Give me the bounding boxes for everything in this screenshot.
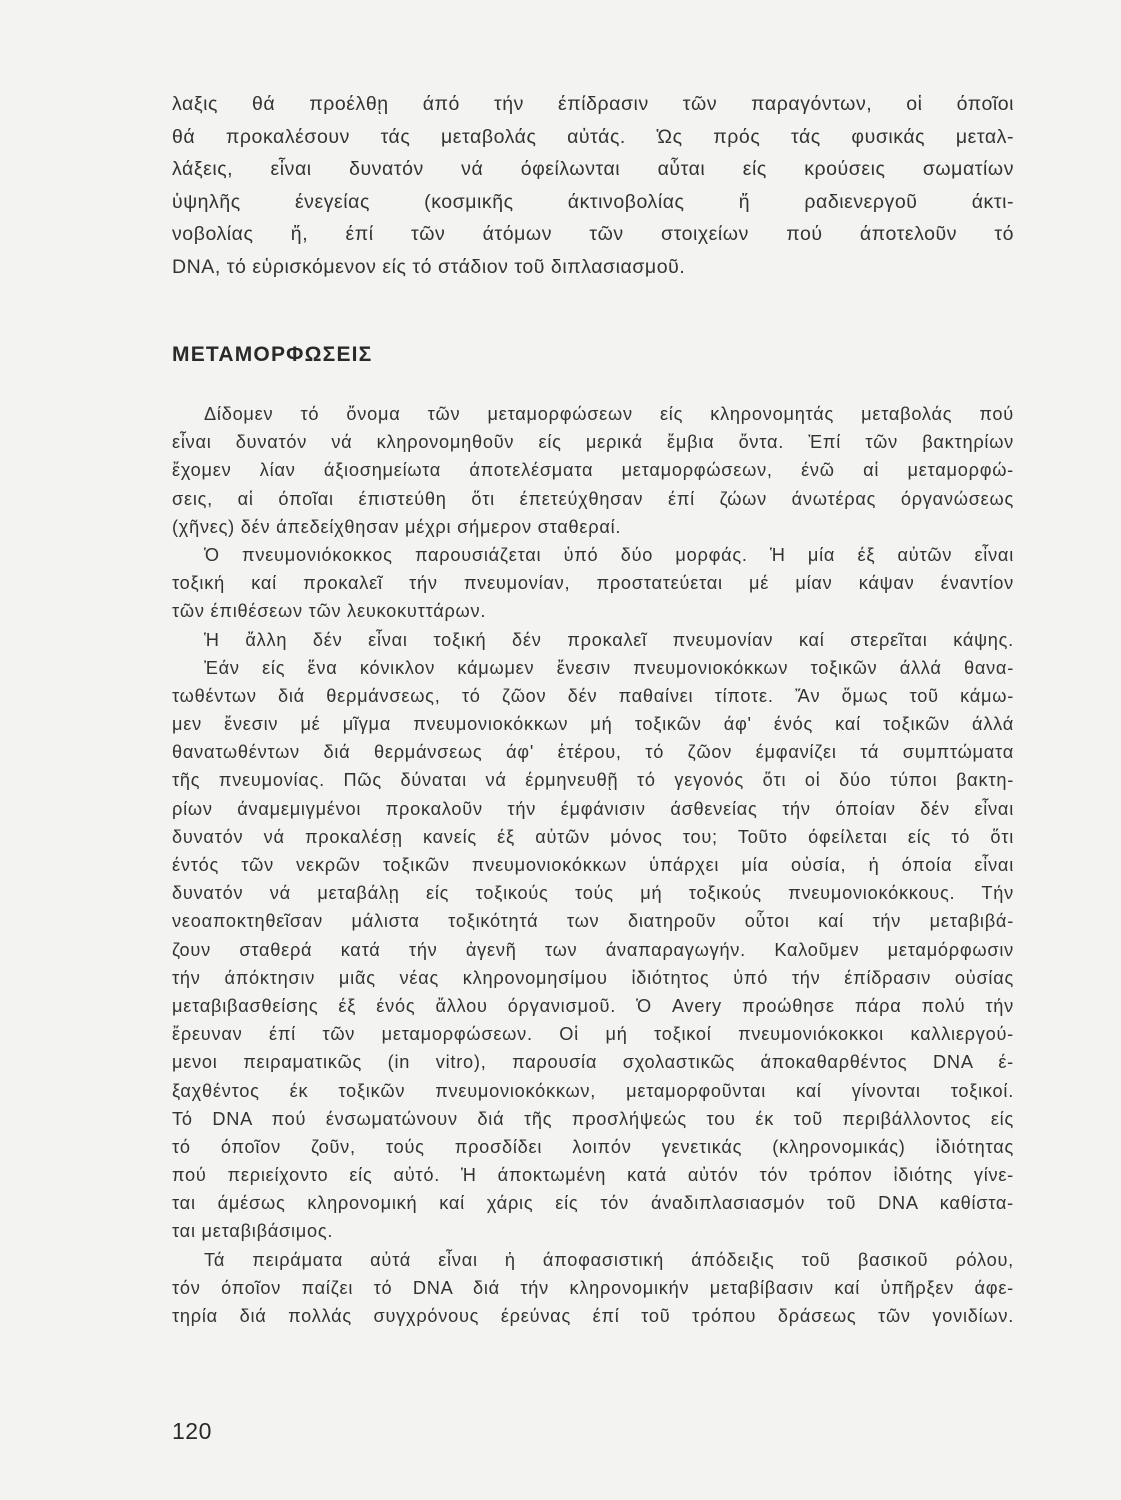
text-line: τῶν έπιθέσεων τῶν λευκοκυττάρων. <box>172 601 487 622</box>
text-line: Ἐάν είς ἕνα κόνικλον κάμωμεν ἔνεσιν πνευμονιοκόκκων τοξικῶν άλλά θανα- <box>204 657 1014 678</box>
text-line: μεν ἔνεσιν μέ μῖγμα πνευμονιοκόκκων μή τοξικῶν άφ' ένός καί τοξικῶν άλλά <box>172 714 1014 735</box>
text-line: ὑψηλῆς ένεγείας (κοσμικῆς άκτινοβολίας ἤ ραδιενεργοῦ άκτι- <box>172 190 1014 213</box>
text-line: (χῆνες) δέν άπεδείχθησαν μέχρι σήμερον σταθεραί. <box>172 516 622 537</box>
text-line: DNA, τό εὑρισκόμενον είς τό στάδιον τοῦ διπλασιασμοῦ. <box>172 255 686 278</box>
text-line: μεταβιβασθείσης έξ ένός ἄλλου όργανισμοῦ. Ὁ Avery προώθησε πάρα πολύ τήν <box>172 995 1014 1016</box>
text-line: ἔχομεν λίαν άξιοσημείωτα άποτελέσματα μεταμορφώσεων, ένῶ αἱ μεταμορφώ- <box>172 460 1014 481</box>
text-line: Δίδομεν τό ὄνομα τῶν μεταμορφώσεων είς κληρονομητάς μεταβολάς πού <box>204 404 1014 424</box>
text-line: δυνατόν νά προκαλέσῃ κανείς έξ αὐτῶν μόνος του; Τοῦτο όφείλεται είς τό ὅτι <box>172 826 1014 847</box>
text-line: σεις, αἱ όποῖαι έπιστεύθη ὅτι έπετεύχθησαν έπί ζώων άνωτέρας όργανώσεως <box>172 488 1014 509</box>
text-line: τωθέντων διά θερμάνσεως, τό ζῶον δέν παθαίνει τίποτε. Ἄν ὅμως τοῦ κάμω- <box>172 685 1014 706</box>
text-line: μενοι πειραματικῶς (in vitro), παρουσία σχολαστικῶς άποκαθαρθέντος DNA έ- <box>172 1052 1014 1073</box>
text-line: τοξική καί προκαλεῖ τήν πνευμονίαν, προστατεύεται μέ μίαν κάψαν έναντίον <box>172 573 1014 594</box>
text-line: έντός τῶν νεκρῶν τοξικῶν πνευμονιοκόκκων ὑπάρχει μία οὐσία, ἡ όποία εἶναι <box>172 855 1014 875</box>
text-line: θανατωθέντων διά θερμάνσεως άφ' ἑτέρου, τό ζῶον έμφανίζει τά συμπτώματα <box>172 742 1014 763</box>
text-line: ζουν σταθερά κατά τήν ἀγενῆ των άναπαραγωγήν. Καλοῦμεν μεταμόρφωσιν <box>172 939 1014 960</box>
text-line: τῆς πνευμονίας. Πῶς δύναται νά έρμηνευθῇ τό γεγονός ὅτι οἱ δύο τύποι βακτη- <box>172 770 1014 791</box>
text-line: τό όποῖον ζοῦν, τούς προσδίδει λοιπόν γενετικάς (κληρονομικάς) ἰδιότητας <box>172 1136 1014 1157</box>
text-line: ται άμέσως κληρονομική καί χάρις είς τόν άναδιπλασιασμόν τοῦ DNA καθίστα- <box>172 1193 1014 1214</box>
text-line: λάξεις, εἶναι δυνατόν νά όφείλωνται αὗται είς κρούσεις σωματίων <box>172 158 1014 180</box>
text-line: νεοαποκτηθεῖσαν μάλιστα τοξικότητά των διατηροῦν οὗτοι καί τήν μεταβιβά- <box>172 911 1014 932</box>
text-line: νοβολίας ἤ, έπί τῶν άτόμων τῶν στοιχείων πού άποτελοῦν τό <box>172 223 1014 245</box>
text-line: ἔρευναν έπί τῶν μεταμορφώσεων. Οἱ μή τοξικοί πνευμονιόκοκκοι καλλιεργού- <box>172 1024 1014 1045</box>
text-line: Ὁ πνευμονιόκοκκος παρουσιάζεται ὑπό δύο μορφάς. Ἡ μία έξ αὐτῶν εἶναι <box>204 544 1014 565</box>
text-line: τήν άπόκτησιν μιᾶς νέας κληρονομησίμου ἰδιότητος ὑπό τήν έπίδρασιν οὐσίας <box>172 967 1014 988</box>
text-line: ρίων άναμεμιγμένοι προκαλοῦν τήν έμφάνισιν άσθενείας τήν όποίαν δέν εἶναι <box>172 798 1014 819</box>
text-line: τόν όποῖον παίζει τό DNA διά τήν κληρονομικήν μεταβίβασιν καί ὑπῆρξεν άφε- <box>172 1277 1014 1298</box>
text-line: Ἡ ἄλλη δέν εἶναι τοξική δέν προκαλεῖ πνευμονίαν καί στερεῖται κάψης. <box>204 629 1014 650</box>
text-line: Τά πειράματα αὐτά εἶναι ἡ άποφασιστική άπόδειξις τοῦ βασικοῦ ρόλου, <box>204 1249 1014 1270</box>
text-line: δυνατόν νά μεταβάλῃ είς τοξικούς τούς μή τοξικούς πνευμονιοκόκκους. Τήν <box>172 883 1014 904</box>
page-number: 120 <box>172 1418 212 1444</box>
text-line: Τό DNA πού ένσωματώνουν διά τῆς προσλήψεώς του έκ τοῦ περιβάλλοντος είς <box>172 1108 1014 1129</box>
intro-paragraph <box>172 88 1014 283</box>
text-line: ται μεταβιβάσιμος. <box>172 1221 334 1242</box>
text-line: τηρία διά πολλάς συγχρόνους έρεύνας έπί τοῦ τρόπου δράσεως τῶν γονιδίων. <box>172 1306 1014 1326</box>
text-line: εἶναι δυνατόν νά κληρονομηθοῦν είς μερικά ἔμβια ὄντα. Ἐπί τῶν βακτηρίων <box>172 432 1014 453</box>
section-heading: ΜΕΤΑΜΟΡΦΩΣΕΙΣ <box>172 343 373 366</box>
text-line: πού περιείχοντο είς αὐτό. Ἡ άποκτωμένη κατά αὐτόν τόν τρόπον ἰδιότης γίνε- <box>172 1165 1014 1186</box>
text-line: ξαχθέντος έκ τοξικῶν πνευμονιοκόκκων, μεταμορφοῦνται καί γίνονται τοξικοί. <box>172 1080 1014 1101</box>
section-body <box>172 400 1014 1330</box>
text-line: θά προκαλέσουν τάς μεταβολάς αὐτάς. Ὡς πρός τάς φυσικάς μεταλ- <box>172 125 1014 148</box>
text-line: λαξις θά προέλθῃ άπό τήν έπίδρασιν τῶν παραγόντων, οἱ όποῖοι <box>172 93 1014 115</box>
